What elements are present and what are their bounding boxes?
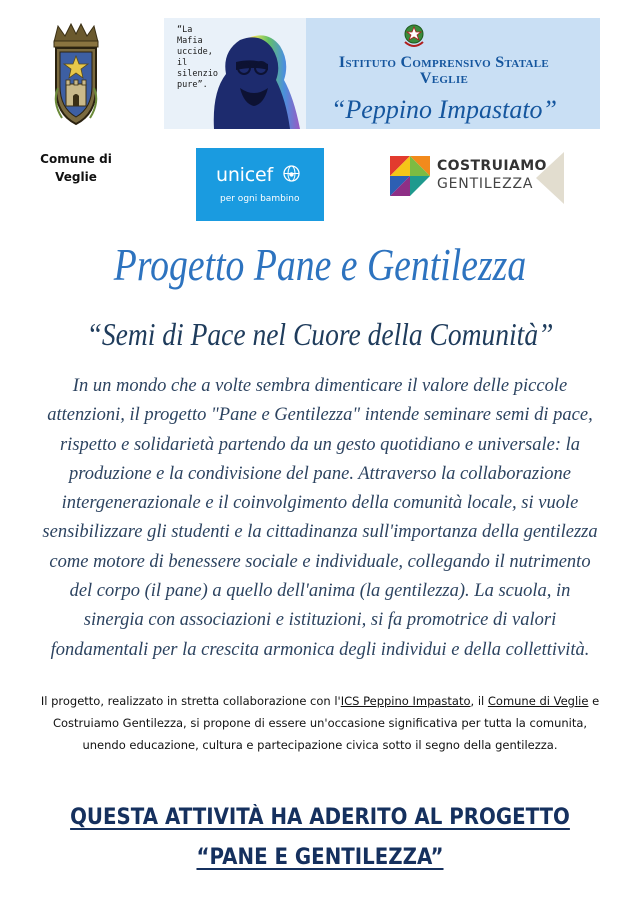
comune-veglie-crest — [30, 22, 122, 186]
partners-paragraph — [30, 690, 610, 756]
adherence-line2: “PANE E GENTILEZZA” — [196, 845, 444, 870]
intro-paragraph: In un mondo che a volte sembra dimenticare il valore delle piccole attenzioni, il progetto "Pane e Gentilezza" intende seminare semi di pace, rispetto e solidarietà partendo da un gesto quotidiano e universale: la produzione e la condivisione del pane. Attraverso la collaborazione intergenerazionale e il coinvolgimento della comunità locale, si vuole sensibilizzare gli studenti e la cittadinanza sull'importanza della gentilezza come motore di benessere sociale e individuale, collegando il nutrimento del corpo (il pane) a quello dell'anima (la gentilezza). La scuola, in sinergia con associazioni e istituzioni, si fa promotrice di valori fondamentali per la crescita armonica degli individui e della collettività. — [42, 376, 598, 660]
costruiamo-line2: GENTILEZZA — [437, 176, 534, 192]
unicef-logo — [196, 148, 324, 221]
page-title: Progetto Pane e Gentilezza — [113, 239, 527, 290]
unicef-tagline: per ogni bambino — [220, 194, 300, 204]
partners-text-part3: e Costruiamo Gentilezza, si propone di essere un'occasione significativa per tutta la comunita, unendo educazione, cultura e partecipazione civica sotto il segno della gentilezza. — [52, 694, 600, 752]
school-header-banner — [164, 18, 600, 129]
school-name — [294, 55, 594, 87]
comune-label-line2: Veglie — [55, 170, 97, 184]
school-dedication: “Peppino Impastato” — [330, 95, 558, 124]
comune-coat-of-arms-icon — [48, 22, 104, 128]
comune-link[interactable]: Comune di Veglie — [487, 694, 589, 708]
school-name-line1: Istituto Comprensivo Statale — [338, 54, 550, 71]
italian-republic-emblem-icon — [402, 22, 426, 48]
partners-text-part1: Il progetto, realizzato in stretta collaborazione con l' — [40, 694, 341, 708]
comune-label-line1: Comune di — [40, 152, 112, 166]
adherence-line1: QUESTA ATTIVITÀ HA ADERITO AL PROGETTO — [70, 805, 570, 830]
costruiamo-line1: COSTRUIAMO — [437, 158, 547, 174]
tangram-logo-icon — [388, 154, 432, 202]
unicef-globe-icon — [283, 165, 300, 182]
banner-quote: “La Mafia uccide, il silenzio pure”. — [177, 25, 218, 90]
adherence-banner — [32, 798, 608, 878]
costruiamo-gentilezza-logo — [388, 152, 568, 204]
ics-link[interactable]: ICS Peppino Impastato — [340, 694, 471, 708]
partners-text-part2: , il — [470, 694, 488, 708]
unicef-wordmark: unicef — [216, 164, 273, 186]
comune-label — [30, 150, 122, 186]
costruiamo-chevron-icon — [536, 152, 566, 204]
school-name-line2: Veglie — [419, 70, 469, 87]
page-subtitle: “Semi di Pace nel Cuore della Comunità” — [86, 316, 554, 352]
